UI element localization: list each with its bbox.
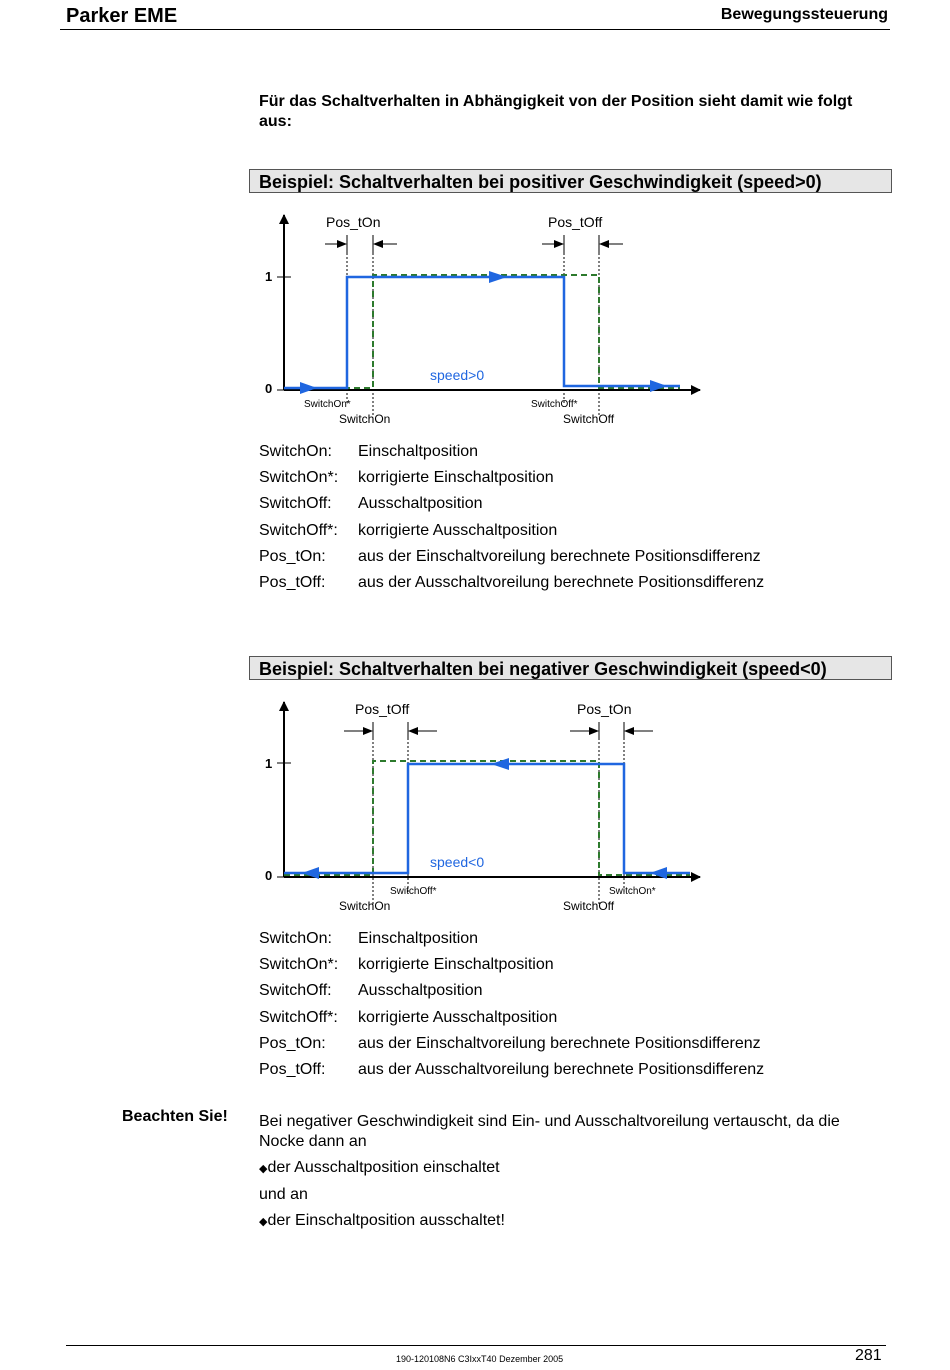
label-speed: speed<0 xyxy=(430,854,485,870)
label-switch-small-left: SwitchOff* xyxy=(390,886,437,897)
note-body xyxy=(259,1112,889,1232)
header-brand: Parker EME xyxy=(66,5,178,27)
legend-key: SwitchOff*: xyxy=(259,1008,338,1026)
diamond-bullet-icon: ◆ xyxy=(259,1216,268,1228)
legend-value: Einschaltposition xyxy=(358,443,479,460)
intro-text: Für das Schaltverhalten in Abhängigkeit von der Position sieht damit wie folgt aus: xyxy=(259,93,853,130)
label-switch-small-left: SwitchOn* xyxy=(304,399,351,410)
legend-key: SwitchOn*: xyxy=(259,956,339,974)
legend-key: SwitchOn*: xyxy=(259,469,339,487)
green-dashed-signal xyxy=(284,761,690,875)
dim-arrow xyxy=(363,727,373,735)
note-text: Bei negativer Geschwindigkeit sind Ein- und Ausschaltvoreilung vertauscht, da die Nocke dann an xyxy=(259,1113,840,1150)
section-title-negative: Beispiel: Schaltverhalten bei negativer Geschwindigkeit (speed<0) xyxy=(249,656,892,680)
y-label-1: 1 xyxy=(265,756,273,771)
note-bullet-1 xyxy=(259,1158,889,1179)
y-label-1: 1 xyxy=(265,269,273,284)
legend-value: korrigierte Ausschaltposition xyxy=(358,521,558,539)
legend-value: Einschaltposition xyxy=(358,930,479,947)
label-switch-big-right: SwitchOff xyxy=(563,412,615,426)
label-switch-big-right: SwitchOff xyxy=(563,899,615,913)
legend-key: SwitchOff: xyxy=(259,495,332,513)
legend-value: korrigierte Einschaltposition xyxy=(358,956,554,974)
dim-arrow xyxy=(589,727,599,735)
blue-direction-arrow xyxy=(489,271,507,283)
dim-arrow xyxy=(599,240,609,248)
legend-key: Pos_tOff: xyxy=(259,1060,326,1078)
label-switch-big-left: SwitchOn xyxy=(339,412,391,426)
dim-arrow xyxy=(337,240,347,248)
legend-value: Ausschaltposition xyxy=(358,495,483,513)
dim-arrow xyxy=(373,240,383,248)
label-switch-small-right: SwitchOn* xyxy=(609,886,656,897)
legend-key: Pos_tOn: xyxy=(259,547,326,565)
dim-arrow xyxy=(408,727,418,735)
legend-value: Ausschaltposition xyxy=(358,982,483,1000)
label-pos-top-right: Pos_tOn xyxy=(577,701,632,717)
label-pos-top-left: Pos_tOn xyxy=(326,214,381,230)
note-bullet-2 xyxy=(259,1211,889,1232)
footer-divider xyxy=(66,1345,886,1346)
legend-value: aus der Einschaltvoreilung berechnete Positionsdifferenz xyxy=(358,1034,761,1052)
legend-value: aus der Ausschaltvoreilung berechnete Positionsdifferenz xyxy=(358,573,765,591)
legend-key: Pos_tOff: xyxy=(259,573,326,591)
legend-key: SwitchOn: xyxy=(259,930,332,947)
label-pos-top-left: Pos_tOff xyxy=(355,701,410,717)
header-divider xyxy=(60,29,890,30)
diamond-bullet-icon: ◆ xyxy=(259,1163,268,1175)
label-speed: speed>0 xyxy=(430,367,485,383)
blue-direction-arrow xyxy=(491,758,509,770)
y-label-0: 0 xyxy=(265,868,273,883)
page-number: 281 xyxy=(855,1347,882,1364)
note-middle: und an xyxy=(259,1186,308,1203)
label-pos-top-right: Pos_tOff xyxy=(548,214,603,230)
legend-value: korrigierte Ausschaltposition xyxy=(358,1008,558,1026)
label-switch-big-left: SwitchOn xyxy=(339,899,391,913)
legend-key: SwitchOff*: xyxy=(259,521,338,539)
legend-key: SwitchOff: xyxy=(259,982,332,1000)
note-label: Beachten Sie! xyxy=(122,1108,228,1125)
label-switch-small-right: SwitchOff* xyxy=(531,399,578,410)
diagram-positive-speed xyxy=(255,205,715,435)
legend-key: SwitchOn: xyxy=(259,443,332,460)
dim-arrow xyxy=(624,727,634,735)
note-bullet-text: der Einschaltposition ausschaltet! xyxy=(267,1212,505,1229)
dim-arrow xyxy=(554,240,564,248)
legend-value: aus der Einschaltvoreilung berechnete Positionsdifferenz xyxy=(358,547,761,565)
footer-doc-id: 190-120108N6 C3IxxT40 Dezember 2005 xyxy=(396,1354,564,1364)
legend-value: korrigierte Einschaltposition xyxy=(358,469,554,487)
header-chapter: Bewegungssteuerung xyxy=(720,6,888,23)
blue-signal xyxy=(284,764,690,873)
blue-direction-arrow xyxy=(300,382,317,394)
diagram-negative-speed xyxy=(255,692,715,922)
note-bullet-text: der Ausschaltposition einschaltet xyxy=(267,1159,500,1176)
section-title-positive: Beispiel: Schaltverhalten bei positiver Geschwindigkeit (speed>0) xyxy=(249,169,892,193)
legend-value: aus der Ausschaltvoreilung berechnete Positionsdifferenz xyxy=(358,1060,765,1078)
legend-key: Pos_tOn: xyxy=(259,1034,326,1052)
y-label-0: 0 xyxy=(265,381,273,396)
